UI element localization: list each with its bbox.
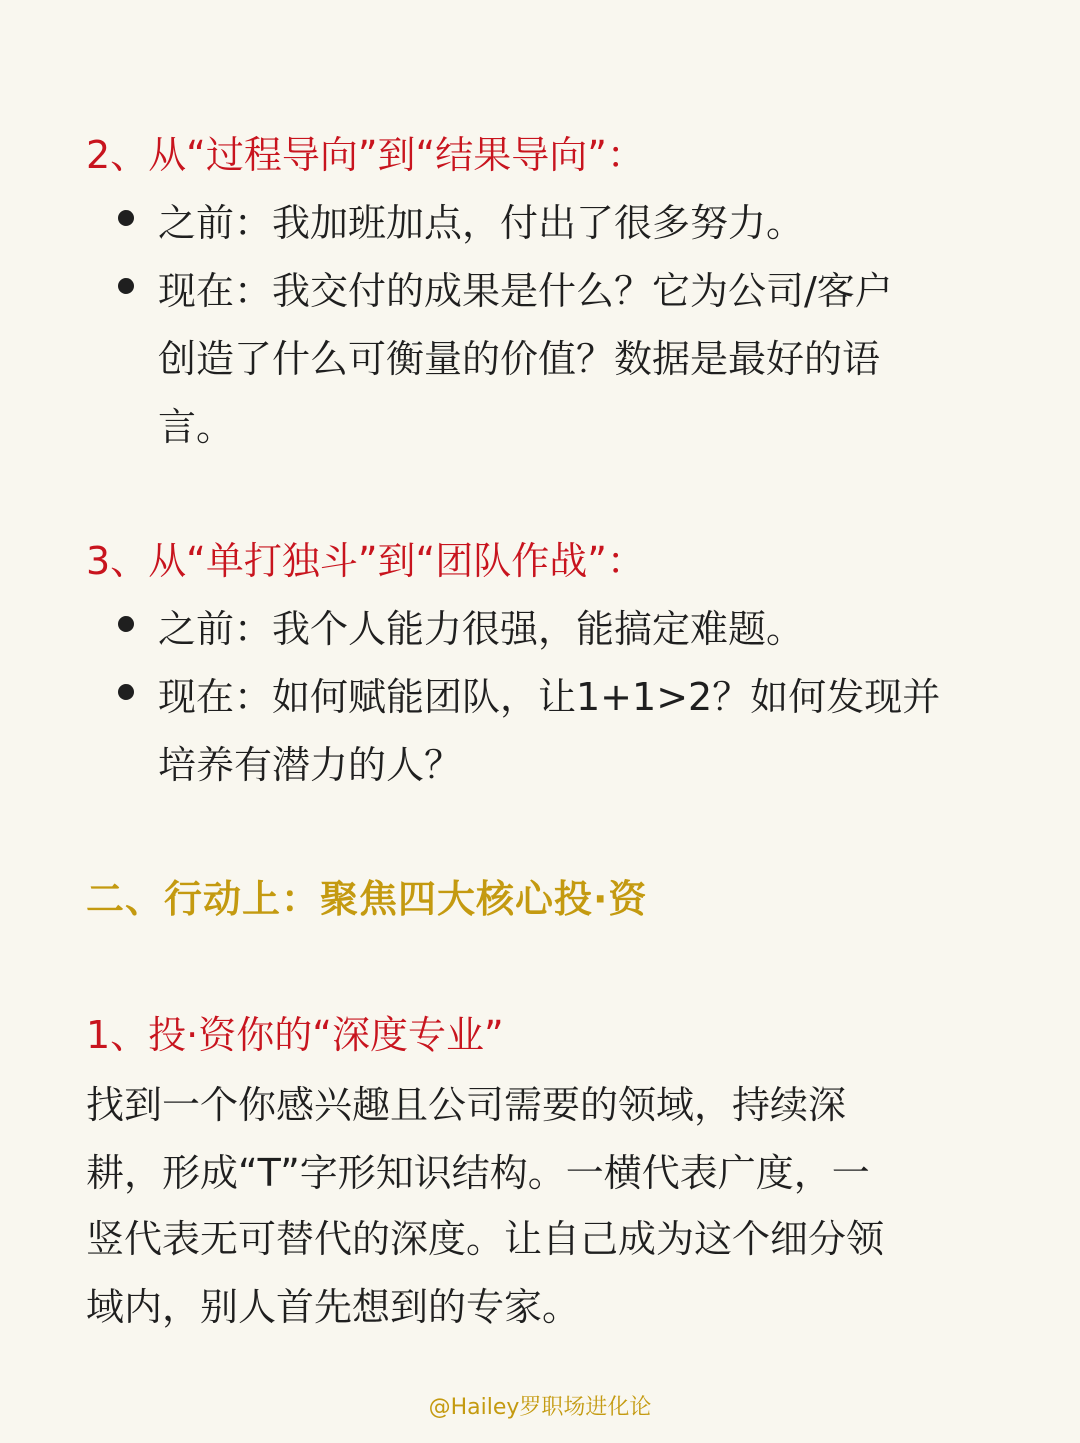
item-1-paragraph-line-1: 找到一个你感兴趣且公司需要的领域，持续深 xyxy=(86,1083,847,1127)
section-3-bullet-2-line-1: 现在：如何赋能团队，让1+1>2？如何发现并 xyxy=(158,675,941,719)
bullet-dot xyxy=(118,616,134,632)
section-3-bullet-2-line-2: 培养有潜力的人？ xyxy=(158,743,463,787)
item-1-heading: 1、投·资你的“深度专业” xyxy=(86,1013,504,1057)
section-2-bullet-2-line-2: 创造了什么可衡量的价值？数据是最好的语 xyxy=(158,337,881,381)
section-3-bullet-1: 之前：我个人能力很强，能搞定难题。 xyxy=(158,607,805,651)
item-1-paragraph-line-2: 耕，形成“T”字形知识结构。一横代表广度，一 xyxy=(86,1151,870,1195)
author-watermark: @Hailey罗职场进化论 xyxy=(428,1395,652,1420)
section-2-bullet-1: 之前：我加班加点，付出了很多努力。 xyxy=(158,201,805,245)
item-1-paragraph-line-3: 竖代表无可替代的深度。让自己成为这个细分领 xyxy=(86,1217,885,1261)
item-1-paragraph-line-4: 域内，别人首先想到的专家。 xyxy=(86,1285,581,1329)
part-2-heading: 二、行动上：聚焦四大核心投·资 xyxy=(86,877,648,921)
section-2-bullet-2-line-3: 言。 xyxy=(158,405,235,449)
section-2-bullet-2-line-1: 现在：我交付的成果是什么？它为公司/客户 xyxy=(158,269,893,313)
section-3-heading: 3、从“单打独斗”到“团队作战”： xyxy=(86,539,645,583)
bullet-dot xyxy=(118,684,134,700)
bullet-dot xyxy=(118,278,134,294)
bullet-dot xyxy=(118,210,134,226)
section-2-heading: 2、从“过程导向”到“结果导向”： xyxy=(86,133,645,177)
